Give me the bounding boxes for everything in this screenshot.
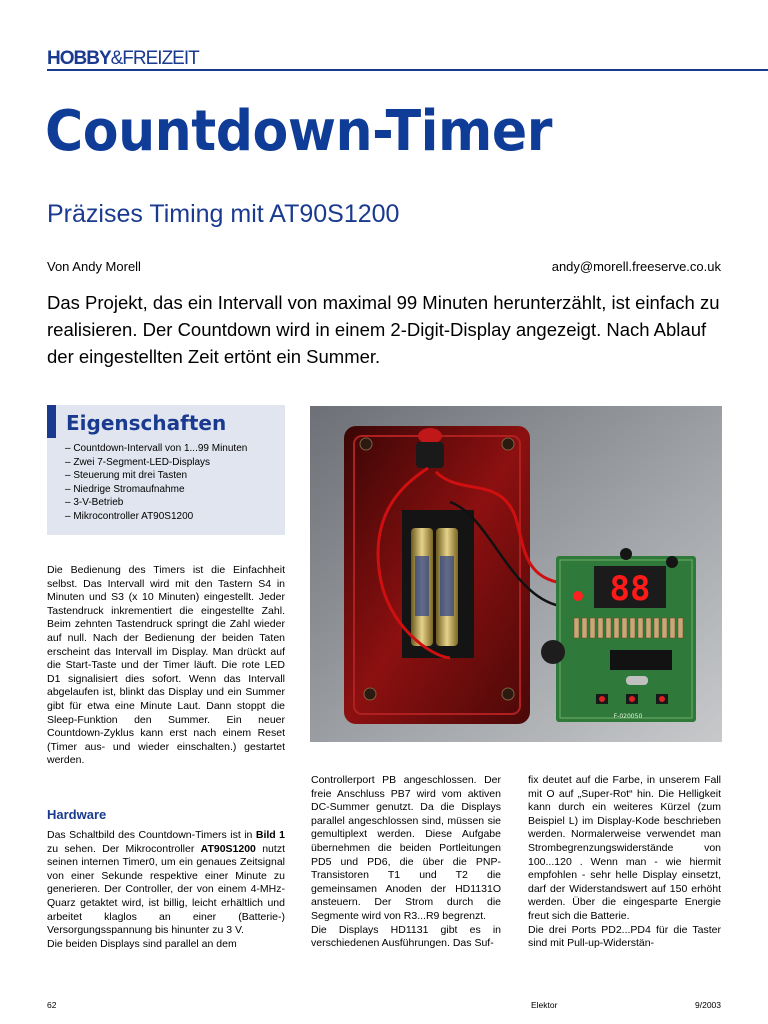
display-digits: 88 (609, 569, 651, 609)
issue-date: 9/2003 (695, 1000, 721, 1010)
hardware-text (47, 829, 285, 951)
feature-item: – Steuerung mit drei Tasten (65, 470, 188, 481)
text-run: zu sehen. Der Mikrocontroller (47, 842, 201, 855)
article-subtitle: Präzises Timing mit AT90S1200 (47, 200, 400, 228)
lead-paragraph: Das Projekt, das ein Intervall von maximal 99 Minuten herunterzählt, ist einfach zu realisieren. Der Countdown wird in einem 2-Digit-Display angezeigt. Nach Ablauf der eingestellten Zeit ertönt ein Summer. (47, 292, 720, 367)
device-photo-drawing (310, 406, 722, 742)
microcontroller-chip (610, 650, 672, 670)
features-list (65, 442, 247, 523)
column-3-paragraph-2: Die drei Ports PD2...PD4 für die Taster sind mit Pull-up-Widerstän- (528, 923, 721, 950)
column-2-paragraph-2: Die Displays HD1131 gibt es in verschiedenen Ausführungen. Das Suf- (311, 923, 501, 950)
device-photo (310, 406, 722, 742)
hardware-paragraph-1 (47, 829, 285, 938)
section-label (47, 47, 199, 71)
text-run: nutzt seinen internen Timer0, um ein genaues Zeitsignal von einer Sekunde respektive einer Minute zu generieren. Der Controller, der von einem 4-MHz-Quarz getaktet wird, ist billig, leicht erhältlich und arbeitet klaglos an einer (Batterie-) Versorgungsspannung bis hinunter zu 3 V. (47, 842, 285, 937)
features-box (47, 405, 285, 535)
feature-item: – Countdown-Intervall von 1...99 Minuten (65, 443, 248, 454)
figure-reference: Bild 1 (255, 829, 285, 841)
pcb-label: F-020050 (613, 713, 643, 720)
feature-item: – Zwei 7-Segment-LED-Displays (65, 456, 211, 468)
feature-item: – Mikrocontroller AT90S1200 (65, 510, 194, 522)
chip-name: AT90S1200 (200, 842, 256, 855)
intro-paragraph: Die Bedienung des Timers ist die Einfachheit selbst. Das Intervall wird mit den Tastern S4 in Minuten und S3 (x 10 Minuten) eingestellt. Jeder Tastendruck inkrementiert die eingestellte Zahl. Beim zehnten Tastendruck springt die Zahl wieder auf null. Nach der Bedienung der beiden Taten erscheint das Intervall im Display. Man drückt auf die Start-Taste und der Timer läuft. Die rote LED D1 signalisiert dies sofort. Wenn das Intervall abgelaufen ist, blinkt das Display und ein Summer gibt für etwa eine Minute Laut. Dann stoppt die Sleep-Funktion den Summer. Ein neuer Countdown-Zyklus kann erst nach einem Reset (Timer aus- und wieder einschalten.) gestartet werden. (47, 564, 285, 767)
header-rule (47, 69, 768, 71)
feature-item: – 3-V-Betrieb (65, 497, 124, 508)
column-2 (311, 774, 501, 951)
column-3 (528, 774, 721, 951)
author-email[interactable]: andy@morell.freeserve.co.uk (551, 259, 721, 274)
section-label-bold: HOBBY (47, 48, 111, 69)
text-run: Das Schaltbild des Countdown-Timers ist in (47, 829, 256, 841)
column-3-paragraph-1: fix deutet auf die Farbe, in unserem Fall mit O auf „Super-Rot“ hin. Die Helligkeit kann durch ein weiteres Kürzel (zum Beispiel L) im Display-Kode beschrieben werden. Normalerweise verwendet man Strombegrenzungswiderstände von 100...120 . Wenn man - wie hiermit empfohlen - sehr helle Display einsetzt, darf der Widerstandswert auf 150 erhöht werden. Über die eingesparte Energie freut sich die Batterie. (528, 774, 721, 922)
section-label-light: &FREIZEIT (110, 48, 199, 69)
feature-item: – Niedrige Stromaufnahme (65, 483, 185, 495)
features-accent-bar (47, 405, 56, 438)
hardware-heading: Hardware (47, 807, 107, 822)
features-title: Eigenschaften (66, 411, 227, 435)
article-title: Countdown-Timer (45, 99, 552, 164)
page-number: 62 (47, 1000, 57, 1010)
column-2-paragraph-1: Controllerport PB angeschlossen. Der freie Anschluss PB7 wird vom aktiven DC-Summer genutzt. Da die Displays parallel angeschlossen sind, müssen sie gemultiplext werden. Diese Aufgabe übernehmen die beiden Portleitungen PD5 und PD6, die über die PNP-Transistoren T1 und T2 die gemeinsamen Anoden der HD1131O ansteuern. Der Strom durch die Segmente wird von R3...R9 begrenzt. (311, 774, 501, 922)
author-byline: Von Andy Morell (47, 259, 141, 274)
magazine-name: Elektor (531, 1000, 558, 1010)
hardware-paragraph-2: Die beiden Displays sind parallel an dem (47, 937, 237, 950)
